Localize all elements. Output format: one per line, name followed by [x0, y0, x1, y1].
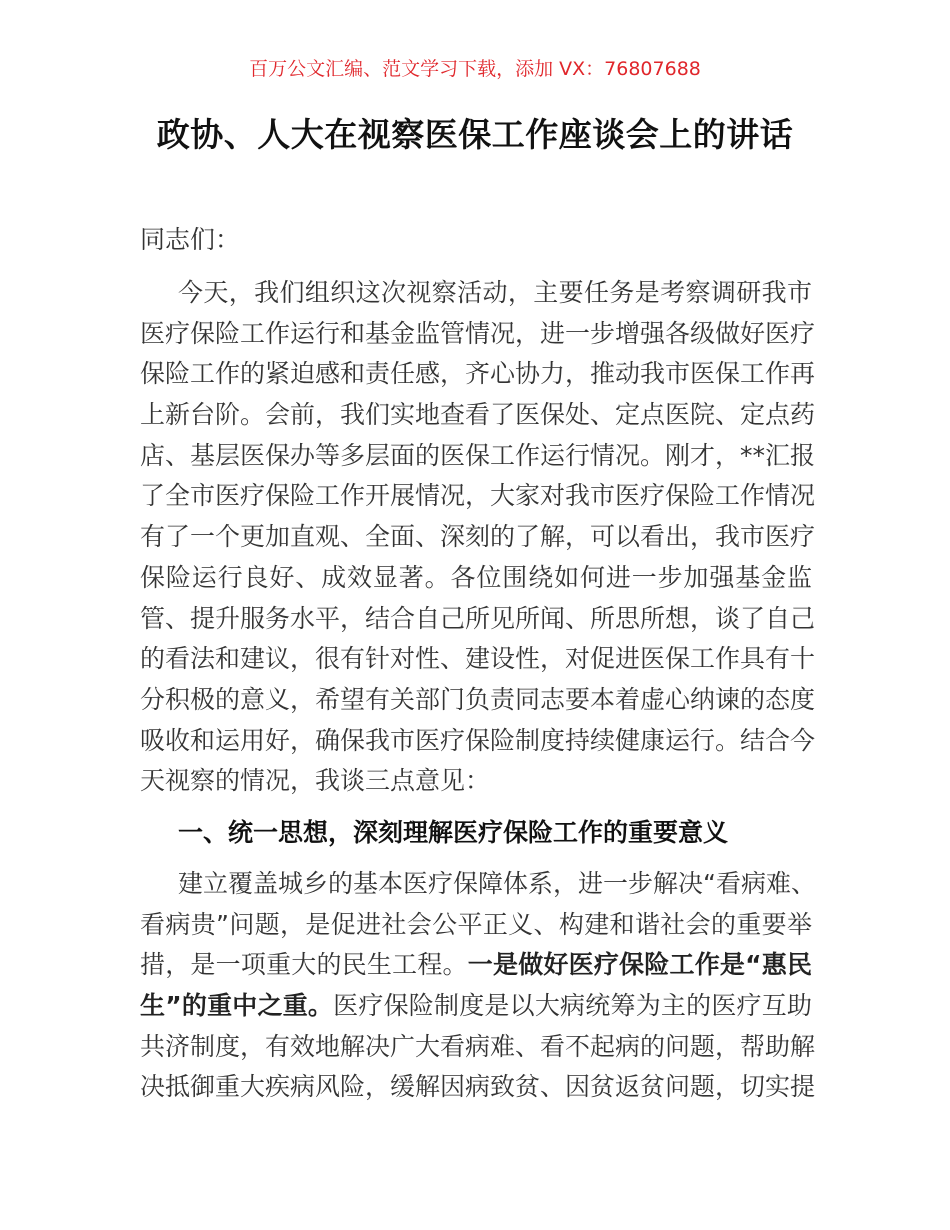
- text-segment: 保险运行良好、成效显著。各位围绕如何进一步加强基金监: [140, 562, 812, 592]
- paragraph-line: [140, 864, 816, 905]
- section-heading-wrap: [140, 808, 812, 858]
- paragraph-line: [140, 945, 812, 986]
- text-segment: 有了一个更加直观、全面、深刻的了解，可以看出，我市医疗: [140, 522, 816, 552]
- salutation: 同志们：: [140, 225, 241, 254]
- paragraph-line: [140, 395, 816, 436]
- text-segment: 今天，我们组织这次视察活动，主要任务是考察调研我市: [178, 278, 812, 307]
- paragraph-line: [140, 680, 816, 721]
- download-banner: 百万公文汇编、范文学习下载，添加 VX：76807688: [249, 58, 701, 80]
- text-segment: 分积极的意义，希望有关部门负责同志要本着虚心纳谏的态度: [140, 684, 816, 714]
- text-segment: 决抵御重大疾病风险，缓解因病致贫、因贫返贫问题，切实提: [140, 1072, 816, 1102]
- document-body: [140, 220, 812, 261]
- paragraph-intro: [140, 273, 816, 802]
- bold-text: 生”的重中之重。: [140, 991, 334, 1021]
- section-heading-1: 一、统一思想，深刻理解医疗保险工作的重要意义: [178, 818, 729, 847]
- paragraph-line: [140, 314, 816, 355]
- paragraph-line: [140, 1067, 816, 1108]
- paragraph-line: [140, 599, 816, 640]
- paragraph-line: [140, 986, 812, 1027]
- paragraph-line: [140, 639, 816, 680]
- text-segment: 上新台阶。会前，我们实地查看了医保处、定点医院、定点药: [140, 400, 816, 430]
- text-segment: 天视察的情况，我谈三点意见：: [140, 766, 491, 796]
- bold-text: 一是做好医疗保险工作是“惠民: [467, 950, 812, 980]
- paragraph-line: [140, 476, 816, 517]
- text-segment: 医疗保险工作运行和基金监管情况，进一步增强各级做好医疗: [140, 318, 816, 348]
- paragraph-line: [140, 436, 816, 477]
- paragraph-line: [140, 558, 812, 599]
- paragraph-line: [140, 1027, 816, 1068]
- text-segment: 保险工作的紧迫感和责任感，齐心协力，推动我市医保工作再: [140, 359, 816, 389]
- paragraph-line: [140, 761, 812, 802]
- paragraph-line: [140, 905, 812, 946]
- text-segment: 的看法和建议，很有针对性、建设性，对促进医保工作具有十: [140, 644, 816, 674]
- text-segment: 店、基层医保办等多层面的医保工作运行情况。刚才，**汇报: [140, 440, 816, 470]
- paragraph-line: [140, 354, 816, 395]
- text-segment: 了全市医疗保险工作开展情况，大家对我市医疗保险工作情况: [140, 481, 816, 511]
- paragraph-line: [140, 273, 812, 314]
- text-segment: 共济制度，有效地解决广大看病难、看不起病的问题，帮助解: [140, 1031, 816, 1061]
- text-segment: 建立覆盖城乡的基本医疗保障体系，进一步解决“看病难、: [178, 869, 816, 898]
- text-segment: 医疗保险制度是以大病统筹为主的医疗互助: [333, 991, 812, 1021]
- text-segment: 管、提升服务水平，结合自己所见所闻、所思所想，谈了自己: [140, 603, 816, 633]
- text-segment: 措，是一项重大的民生工程。: [140, 950, 468, 980]
- text-segment: 看病贵”问题，是促进社会公平正义、构建和谐社会的重要举: [140, 909, 812, 939]
- document-title: 政协、人大在视察医保工作座谈会上的讲话: [156, 115, 794, 154]
- text-segment: 吸收和运用好，确保我市医疗保险制度持续健康运行。结合今: [140, 725, 816, 755]
- paragraph-line: [140, 517, 816, 558]
- paragraph-section-1: [140, 864, 816, 1108]
- paragraph-line: [140, 721, 816, 762]
